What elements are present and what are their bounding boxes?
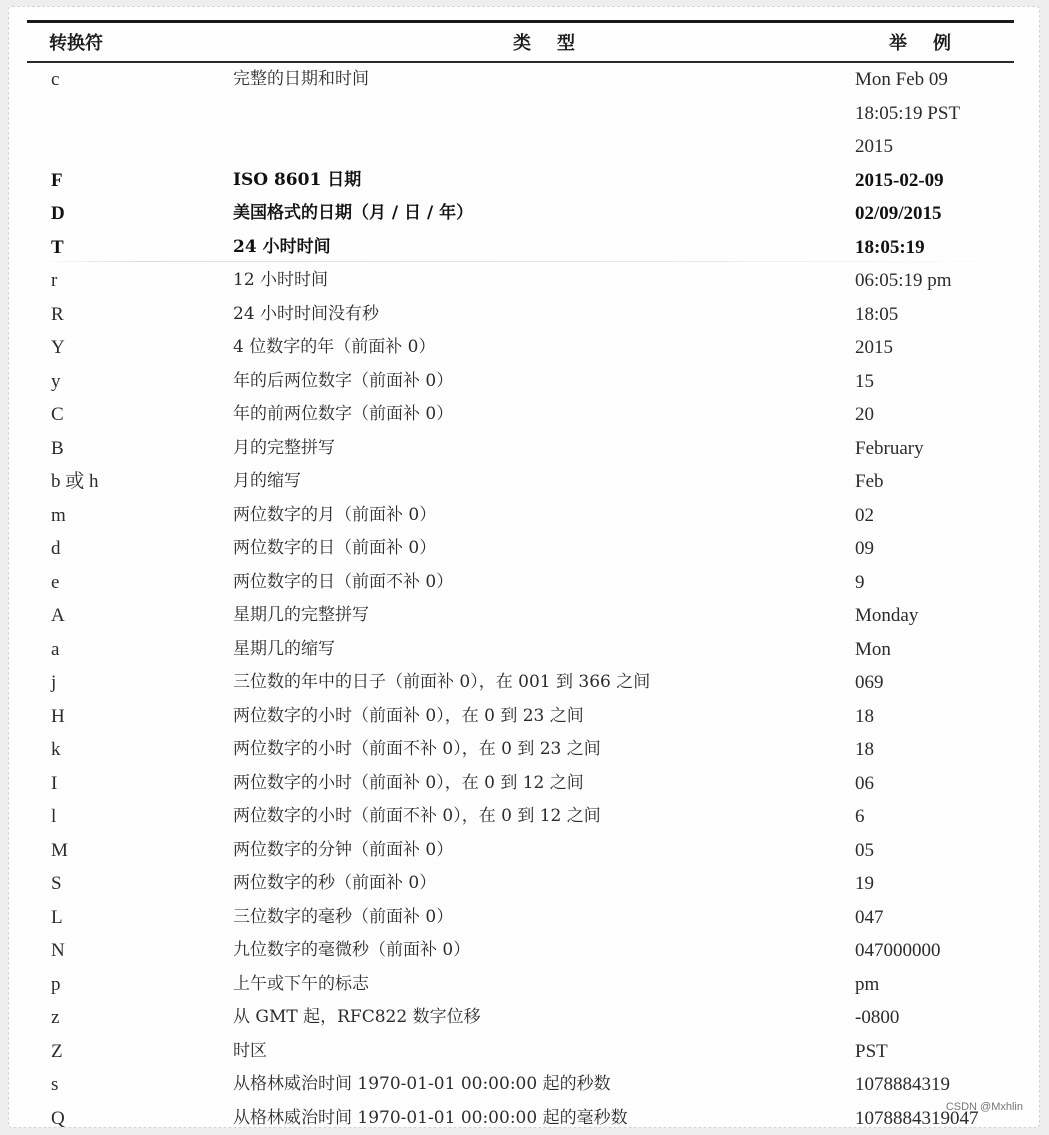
cell-type: 九位数字的毫微秒（前面补 0）: [233, 940, 471, 960]
table-row: [27, 231, 1014, 265]
example-line: 18: [855, 705, 874, 727]
cell-example: [855, 767, 1014, 801]
cell-type: 24 小时时间没有秒: [233, 303, 380, 324]
table-row: [27, 599, 1014, 633]
cell-converter: a: [51, 638, 60, 660]
cell-type: 时区: [233, 1040, 267, 1061]
example-line: 6: [855, 806, 865, 827]
example-line: 20: [855, 404, 874, 425]
table-body: [27, 63, 1014, 1135]
example-line: Mon: [855, 638, 891, 660]
cell-type: 两位数字的日（前面不补 0）: [233, 571, 454, 592]
cell-type: 两位数字的分钟（前面补 0）: [233, 839, 454, 860]
cell-example: [855, 968, 1014, 1002]
cell-type: 三位数的年中的日子（前面补 0），在 001 到 366 之间: [233, 672, 651, 692]
document-card: [8, 6, 1040, 1128]
cell-type: ISO 8601 日期: [233, 169, 362, 190]
cell-example: [855, 834, 1014, 868]
example-line: 047: [855, 906, 884, 928]
cell-example: [855, 1068, 1014, 1102]
cell-type: 两位数字的小时（前面补 0），在 0 到 12 之间: [233, 772, 584, 793]
cell-example: [855, 532, 1014, 566]
example-line: 047000000: [855, 940, 941, 961]
table-header: [27, 23, 1014, 61]
table-row: [27, 1102, 1014, 1135]
table-row: [27, 465, 1014, 499]
table-row: [27, 733, 1014, 767]
cell-converter: k: [51, 739, 61, 760]
cell-converter: F: [51, 169, 63, 191]
cell-example: [855, 800, 1014, 834]
table-row: [27, 298, 1014, 332]
cell-example: [855, 264, 1014, 298]
table-row: [27, 901, 1014, 935]
cell-converter: Z: [51, 1040, 63, 1062]
cell-example: [855, 63, 1014, 164]
table-row: [27, 532, 1014, 566]
cell-example: [855, 733, 1014, 767]
cell-type: 24 小时时间: [233, 236, 331, 257]
cell-converter: d: [51, 538, 61, 559]
cell-type: 三位数字的毫秒（前面补 0）: [233, 906, 454, 927]
table-row: [27, 834, 1014, 868]
header-example: 举例: [889, 33, 977, 54]
table-row: [27, 63, 1014, 164]
cell-converter: N: [51, 940, 65, 961]
cell-type: 上午或下午的标志: [233, 973, 369, 994]
cell-type: 完整的日期和时间: [233, 69, 369, 89]
cell-example: [855, 331, 1014, 365]
table-row: [27, 164, 1014, 198]
cell-converter: c: [51, 69, 60, 90]
cell-type: 两位数字的月（前面补 0）: [233, 504, 437, 525]
cell-example: [855, 867, 1014, 901]
table-row: [27, 432, 1014, 466]
cell-converter: m: [51, 504, 66, 526]
example-line: 1078884319: [855, 1074, 950, 1095]
cell-converter: s: [51, 1074, 59, 1095]
cell-converter: r: [51, 270, 58, 291]
cell-converter: S: [51, 873, 62, 894]
example-line: 18:05:19: [855, 236, 925, 258]
cell-converter: R: [51, 303, 64, 325]
example-line: 09: [855, 538, 874, 559]
cell-type: 月的完整拼写: [233, 437, 335, 458]
cell-converter: D: [51, 203, 65, 224]
example-line: 9: [855, 571, 865, 593]
cell-type: 美国格式的日期（月 / 日 / 年）: [233, 203, 474, 223]
example-line: Feb: [855, 471, 884, 492]
cell-type: 年的前两位数字（前面补 0）: [233, 404, 454, 424]
cell-converter: p: [51, 973, 61, 995]
table-row: [27, 1035, 1014, 1069]
example-line: 02: [855, 504, 874, 526]
table-row: [27, 700, 1014, 734]
example-line: PST: [855, 1040, 888, 1062]
cell-example: [855, 499, 1014, 533]
example-line: Monday: [855, 605, 919, 626]
cell-example: [855, 164, 1014, 198]
cell-converter: y: [51, 370, 61, 392]
watermark: CSDN @Mxhlin: [945, 1101, 1023, 1113]
table-row: [27, 968, 1014, 1002]
table-row: [27, 365, 1014, 399]
cell-type: 从 GMT 起，RFC822 数字位移: [233, 1007, 481, 1027]
cell-example: [855, 365, 1014, 399]
example-line: 2015: [855, 136, 893, 157]
cell-example: [855, 934, 1014, 968]
cell-example: [855, 700, 1014, 734]
cell-example: [855, 901, 1014, 935]
cell-example: [855, 1035, 1014, 1069]
example-line: Mon Feb 09: [855, 69, 948, 90]
example-line: 18: [855, 739, 874, 760]
cell-type: 4 位数字的年（前面补 0）: [233, 337, 436, 357]
cell-example: [855, 432, 1014, 466]
table-row: [27, 566, 1014, 600]
table-row: [27, 1001, 1014, 1035]
table-row: [27, 666, 1014, 700]
example-line: 19: [855, 873, 874, 894]
table-row: [27, 767, 1014, 801]
example-line: pm: [855, 973, 880, 995]
cell-example: [855, 197, 1014, 231]
cell-converter: L: [51, 906, 63, 928]
cell-converter: Y: [51, 337, 65, 358]
cell-converter: Q: [51, 1107, 65, 1129]
cell-converter: B: [51, 437, 64, 459]
cell-type: 两位数字的小时（前面不补 0），在 0 到 23 之间: [233, 739, 601, 759]
table-row: [27, 934, 1014, 968]
example-line: 18:05:19 PST: [855, 102, 961, 124]
example-line: 15: [855, 370, 874, 392]
cell-example: [855, 231, 1014, 265]
example-line: 05: [855, 839, 874, 861]
table-row: [27, 633, 1014, 667]
table-row: [27, 398, 1014, 432]
table-row: [27, 1068, 1014, 1102]
cell-converter: l: [51, 806, 57, 827]
example-line: 069: [855, 672, 884, 693]
cell-type: 年的后两位数字（前面补 0）: [233, 370, 454, 391]
header-converter: 转换符: [49, 33, 103, 54]
cell-type: 从格林威治时间 1970-01-01 00:00:00 起的秒数: [233, 1074, 611, 1094]
example-line: February: [855, 437, 924, 459]
cell-example: [855, 398, 1014, 432]
cell-type: 两位数字的秒（前面补 0）: [233, 873, 437, 893]
date-format-table: [27, 20, 1014, 1135]
cell-converter: j: [51, 672, 57, 693]
cell-example: [855, 465, 1014, 499]
cell-converter: H: [51, 705, 65, 727]
table-row: [27, 264, 1014, 298]
cell-example: [855, 666, 1014, 700]
example-line: 06: [855, 772, 874, 794]
example-line: -0800: [855, 1007, 900, 1028]
cell-type: 星期几的缩写: [233, 638, 335, 659]
table-row: [27, 331, 1014, 365]
example-line: 02/09/2015: [855, 203, 942, 224]
cell-converter: A: [51, 605, 65, 626]
table-row: [27, 800, 1014, 834]
cell-converter: I: [51, 772, 58, 794]
cell-converter: z: [51, 1007, 60, 1028]
cell-example: [855, 599, 1014, 633]
cell-example: [855, 566, 1014, 600]
table-row: [27, 499, 1014, 533]
cell-type: 两位数字的小时（前面不补 0），在 0 到 12 之间: [233, 806, 601, 826]
cell-converter: M: [51, 839, 68, 861]
cell-example: [855, 633, 1014, 667]
cell-type: 两位数字的日（前面补 0）: [233, 538, 437, 558]
cell-type: 12 小时时间: [233, 270, 329, 290]
cell-type: 星期几的完整拼写: [233, 605, 369, 625]
cell-converter: C: [51, 404, 64, 425]
scan-artifact-line: [39, 261, 1029, 262]
cell-example: [855, 1001, 1014, 1035]
table-row: [27, 867, 1014, 901]
cell-type: 两位数字的小时（前面补 0），在 0 到 23 之间: [233, 705, 584, 726]
example-line: 18:05: [855, 303, 899, 325]
example-line: 2015-02-09: [855, 169, 944, 191]
example-line: 1078884319047: [855, 1107, 979, 1129]
table-row: [27, 197, 1014, 231]
cell-converter: e: [51, 571, 60, 593]
cell-type: 月的缩写: [233, 471, 301, 491]
example-line: 2015: [855, 337, 893, 358]
example-line: 06:05:19 pm: [855, 270, 952, 291]
cell-type: 从格林威治时间 1970-01-01 00:00:00 起的毫秒数: [233, 1107, 628, 1128]
header-type: 类型: [513, 33, 601, 54]
cell-example: [855, 298, 1014, 332]
cell-converter: T: [51, 236, 64, 258]
cell-converter: b 或 h: [51, 471, 99, 492]
